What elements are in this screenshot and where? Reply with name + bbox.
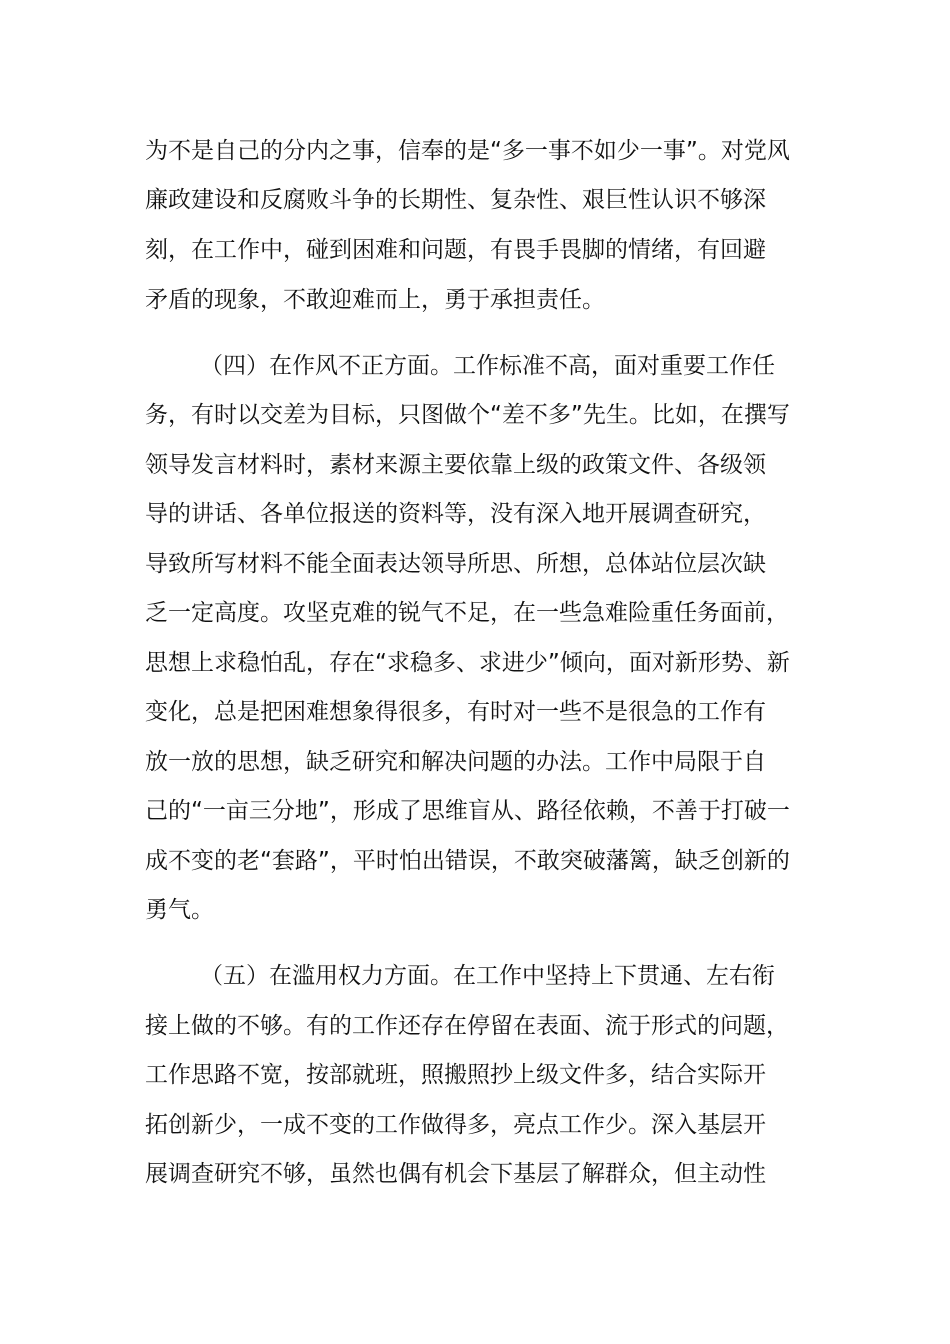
body-text-line: 变化，总是把困难想象得很多，有时对一些不是很急的工作有 (145, 699, 766, 725)
body-text-line: 刻，在工作中，碰到困难和问题，有畏手畏脚的情绪，有回避 (145, 237, 766, 263)
body-text-line: 矛盾的现象，不敢迎难而上，勇于承担责任。 (145, 287, 605, 313)
body-text-line: 务，有时以交差为目标，只图做个“差不多”先生。比如，在撰写 (145, 402, 790, 428)
body-text-line: 导的讲话、各单位报送的资料等，没有深入地开展调查研究， (145, 501, 766, 527)
body-text-line: 廉政建设和反腐败斗争的长期性、复杂性、艰巨性认识不够深 (145, 187, 766, 213)
body-text-line: 导致所写材料不能全面表达领导所思、所想，总体站位层次缺 (145, 551, 766, 577)
body-text-line: 接上做的不够。有的工作还存在停留在表面、流于形式的问题， (145, 1013, 789, 1039)
body-text-line: 领导发言材料时，素材来源主要依靠上级的政策文件、各级领 (145, 452, 766, 478)
body-text-line: 成不变的老“套路”，平时怕出错误，不敢突破藩篱，缺乏创新的 (145, 848, 790, 874)
paragraph-heading-line: （五）在滥用权力方面。在工作中坚持上下贯通、左右衔 (200, 963, 775, 989)
body-text-line: 展调查研究不够，虽然也偶有机会下基层了解群众，但主动性 (145, 1161, 766, 1187)
body-text-line: 思想上求稳怕乱，存在“求稳多、求进少”倾向，面对新形势、新 (145, 650, 790, 676)
body-text-line: 工作思路不宽，按部就班，照搬照抄上级文件多，结合实际开 (145, 1062, 766, 1088)
body-text-line: 勇气。 (145, 897, 214, 923)
body-text-line: 放一放的思想，缺乏研究和解决问题的办法。工作中局限于自 (145, 749, 766, 775)
body-text-line: 乏一定高度。攻坚克难的锐气不足，在一些急难险重任务面前， (145, 600, 789, 626)
body-text-line: 拓创新少，一成不变的工作做得多，亮点工作少。深入基层开 (145, 1112, 766, 1138)
body-text-line: 为不是自己的分内之事，信奉的是“多一事不如少一事”。对党风 (145, 138, 790, 164)
paragraph-heading-line: （四）在作风不正方面。工作标准不高，面对重要工作任 (200, 353, 775, 379)
body-text-line: 己的“一亩三分地”，形成了思维盲从、路径依赖，不善于打破一 (145, 798, 790, 824)
